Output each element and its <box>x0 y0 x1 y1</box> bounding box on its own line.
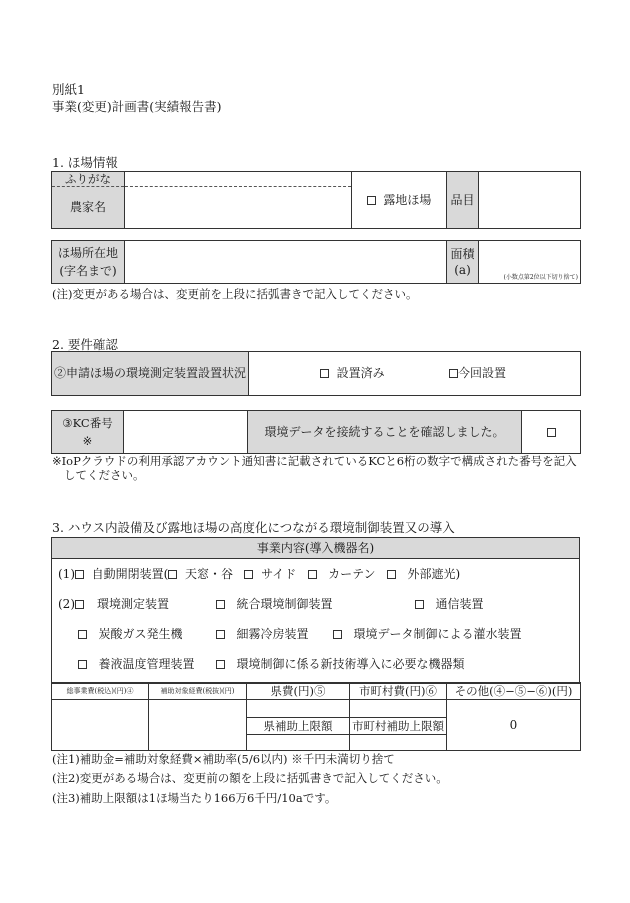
area-label-line1: 面積 <box>450 247 475 261</box>
cost-note-1: (注1)補助金=補助対象経費×補助率(5/6以内) ※千円未満切り捨て <box>52 752 395 766</box>
mist-cooling-label: 細霧冷房装置 <box>236 627 309 641</box>
nutrient-temp-option[interactable] <box>78 657 194 672</box>
section2-heading: 2. 要件確認 <box>52 337 118 352</box>
location-table <box>51 240 581 284</box>
irrigation-label: 環境データ制御による灌水装置 <box>353 627 522 641</box>
env-measure-label: 環境測定装置 <box>97 597 170 611</box>
item-input[interactable] <box>479 172 581 229</box>
connect-confirm-label: 環境データを接続することを確認しました。 <box>248 411 522 454</box>
external-shade-label: 外部遮光) <box>407 567 461 581</box>
curtain-label: カーテン <box>328 567 376 581</box>
pref-cap-label: 県補助上限額 <box>247 718 350 735</box>
equipment-options <box>52 559 580 684</box>
annex-label: 別紙1 <box>52 82 85 97</box>
location-input[interactable] <box>125 241 447 284</box>
device-status-table <box>51 351 581 396</box>
irrigation-option[interactable] <box>333 627 521 642</box>
auto-open-label: 自動開閉装置( <box>91 567 169 581</box>
farmer-name-label: 農家名 <box>52 187 125 229</box>
integrated-control-option[interactable] <box>216 597 332 612</box>
cost-table <box>51 682 581 751</box>
area-rounding-note: (小数点第2位以下切り捨て) <box>503 274 578 281</box>
location-label <box>52 241 125 284</box>
mist-cooling-option[interactable] <box>216 627 308 642</box>
external-shade-checkbox[interactable] <box>387 570 396 579</box>
farm-info-table <box>51 171 581 229</box>
document-title: 事業(変更)計画書(実績報告書) <box>52 99 222 114</box>
nutrient-temp-label: 養液温度管理装置 <box>98 657 195 671</box>
kc-number-label-line2: ※ <box>82 434 93 448</box>
total-cost-input[interactable] <box>52 700 149 751</box>
total-cost-header: 総事業費(税込)(円)④ <box>52 683 149 700</box>
curtain-checkbox[interactable] <box>308 570 317 579</box>
device-status-label: ②申請ほ場の環境測定装置設置状況 <box>52 352 249 396</box>
kc-number-label <box>52 411 124 454</box>
row2-prefix: (2) <box>58 597 75 611</box>
co2-option[interactable] <box>78 627 182 642</box>
connect-confirm-checkbox[interactable] <box>547 428 556 437</box>
equipment-table <box>51 537 580 684</box>
content-header: 事業内容(導入機器名) <box>52 538 580 559</box>
skylight-label: 天窓・谷 <box>184 567 233 581</box>
integrated-control-checkbox[interactable] <box>216 600 225 609</box>
nutrient-temp-checkbox[interactable] <box>78 660 87 669</box>
section1-note: (注)変更がある場合は、変更前を上段に括弧書きで記入してください。 <box>52 287 418 301</box>
area-label-line2: (a) <box>454 263 471 277</box>
cost-note-3: (注3)補助上限額は1ほ場当たり166万6千円/10aです。 <box>52 791 337 805</box>
pref-cost-header: 県費(円)⑤ <box>247 683 350 700</box>
furigana-label: ふりがな <box>52 172 125 187</box>
this-time-option[interactable] <box>449 366 506 381</box>
other-cost-header: その他(④−⑤−⑥)(円) <box>447 683 581 700</box>
section3-heading: 3. ハウス内設備及び露地ほ場の高度化につながる環境制御装置又の導入 <box>52 520 455 535</box>
skylight-checkbox[interactable] <box>168 570 177 579</box>
row1-prefix: (1) <box>58 567 75 581</box>
this-time-label: 今回設置 <box>458 366 507 380</box>
item-label: 品目 <box>447 172 479 229</box>
furigana-input[interactable] <box>125 172 352 187</box>
kc-table <box>51 410 581 454</box>
side-label: サイド <box>261 567 297 581</box>
co2-checkbox[interactable] <box>78 630 87 639</box>
installed-label: 設置済み <box>336 366 385 380</box>
open-field-checkbox[interactable] <box>367 196 376 205</box>
comm-device-option[interactable] <box>415 597 483 612</box>
subsidy-target-input[interactable] <box>149 700 247 751</box>
new-tech-option[interactable] <box>216 657 464 672</box>
auto-open-checkbox[interactable] <box>75 570 84 579</box>
farmer-name-input[interactable] <box>125 187 352 229</box>
comm-device-label: 通信装置 <box>435 597 484 611</box>
location-label-line2: (字名まで) <box>59 264 117 278</box>
pref-cost-input[interactable] <box>247 700 350 718</box>
pref-cap-value[interactable] <box>247 735 350 751</box>
city-cost-input[interactable] <box>350 700 447 718</box>
subsidy-target-header: 補助対象経費(税抜)(円) <box>149 683 247 700</box>
kc-note-line2: してください。 <box>64 468 145 482</box>
connect-confirm-cell[interactable] <box>522 411 581 454</box>
kc-number-input[interactable] <box>124 411 248 454</box>
kc-number-label-line1: ③KC番号 <box>62 416 113 430</box>
city-cap-value[interactable] <box>350 735 447 751</box>
cost-note-2: (注2)変更がある場合は、変更前の額を上段に括弧書きで記入してください。 <box>52 771 448 785</box>
kc-note-line1: ※IoPクラウドの利用承認アカウント通知書に記載されているKCと6桁の数字で構成された番号を記入 <box>52 454 577 468</box>
irrigation-checkbox[interactable] <box>333 630 342 639</box>
integrated-control-label: 統合環境制御装置 <box>236 597 333 611</box>
other-cost-value: 0 <box>447 700 581 751</box>
this-time-checkbox[interactable] <box>449 369 458 378</box>
env-measure-checkbox[interactable] <box>75 600 84 609</box>
area-label <box>447 241 479 284</box>
side-checkbox[interactable] <box>244 570 253 579</box>
row2-prefix-wrap <box>58 597 84 612</box>
co2-label: 炭酸ガス発生機 <box>98 627 183 641</box>
installed-option[interactable] <box>320 366 385 381</box>
open-field-label: 露地ほ場 <box>383 192 432 207</box>
equipment-row-1 <box>58 567 460 582</box>
city-cost-header: 市町村費(円)⑥ <box>350 683 447 700</box>
comm-device-checkbox[interactable] <box>415 600 424 609</box>
installed-checkbox[interactable] <box>320 369 329 378</box>
new-tech-checkbox[interactable] <box>216 660 225 669</box>
area-input[interactable] <box>479 241 581 284</box>
new-tech-label: 環境制御に係る新技術導入に必要な機器類 <box>236 657 465 671</box>
open-field-option[interactable] <box>352 172 447 229</box>
city-cap-label: 市町村補助上限額 <box>350 718 447 735</box>
section1-heading: 1. ほ場情報 <box>52 155 118 170</box>
device-status-options <box>249 352 581 396</box>
location-label-line1: ほ場所在地 <box>57 246 118 260</box>
mist-cooling-checkbox[interactable] <box>216 630 225 639</box>
